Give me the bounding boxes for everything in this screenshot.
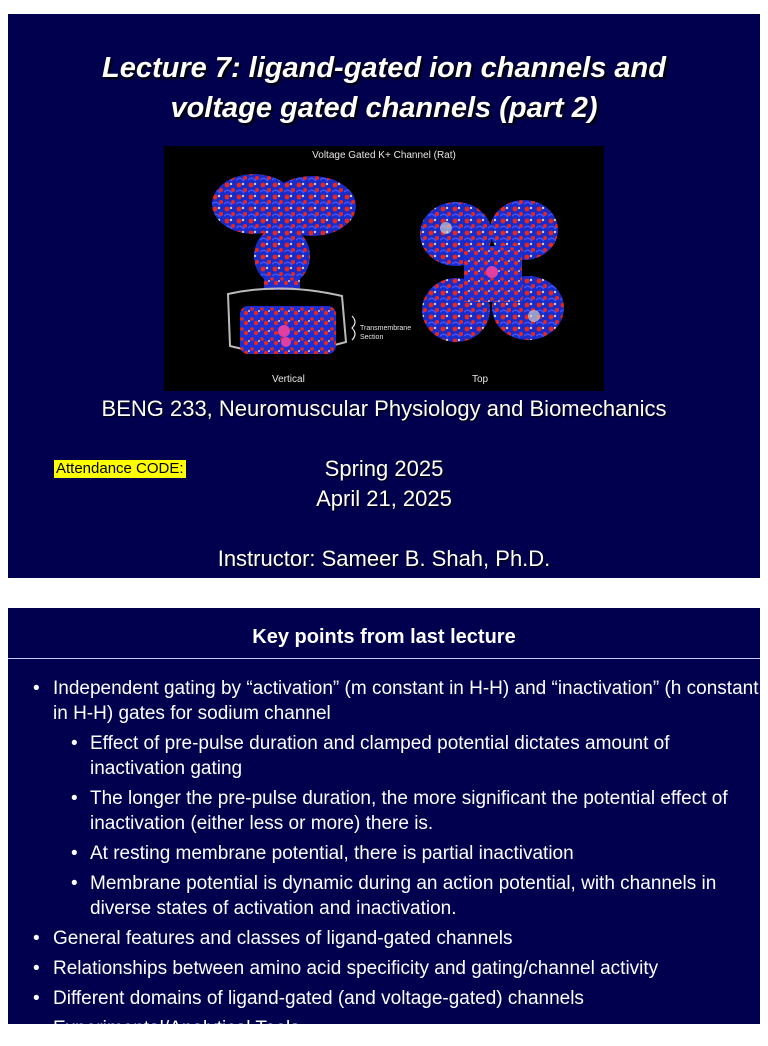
bullet-marker: •: [71, 733, 78, 754]
bullet-marker: •: [33, 678, 40, 699]
title-divider: [8, 658, 760, 659]
attendance-code-label: Attendance CODE:: [56, 460, 184, 477]
note-line-1: Transmembrane: [360, 325, 412, 332]
bullet-item: [8, 676, 760, 726]
note-line-2: Section: [360, 334, 384, 341]
bullet-text: Independent gating by “activation” (m constant in H-H) and “inactivation” (h constant in H-H) gates for sodium channel: [53, 678, 759, 724]
title-line-1: Lecture 7: ligand-gated ion channels and: [102, 52, 666, 84]
protein-structure-figure: [164, 146, 604, 391]
figure-caption: Voltage Gated K+ Channel (Rat): [312, 150, 456, 161]
bullet-marker: •: [33, 928, 40, 949]
bullet-text: Effect of pre-pulse duration and clamped potential dictates amount of inactivation gating: [90, 733, 670, 779]
lecture-date: April 21, 2025: [316, 486, 452, 511]
bullet-item: [8, 956, 760, 981]
bullet-list: [8, 676, 760, 1046]
bullet-text: Relationships between amino acid specificity and gating/channel activity: [53, 958, 659, 979]
sub-bullet-item: [8, 786, 760, 836]
term: Spring 2025: [324, 456, 444, 481]
top-view: [420, 200, 564, 342]
sub-bullet-item: [8, 731, 760, 781]
key-points-slide: [8, 608, 760, 1039]
vertical-label: Vertical: [272, 374, 305, 385]
bullet-item: [8, 926, 760, 951]
bullet-marker: •: [71, 843, 78, 864]
top-label: Top: [472, 374, 489, 385]
bullet-text: At resting membrane potential, there is partial inactivation: [90, 843, 574, 864]
bullet-marker: •: [71, 873, 78, 894]
sub-bullet-item: [8, 871, 760, 921]
vertical-view: [212, 174, 356, 354]
bullet-text: Experimental/Analytical Tools: [53, 1018, 300, 1039]
bullet-text: Different domains of ligand-gated (and voltage-gated) channels: [53, 988, 584, 1009]
bullet-marker: •: [71, 788, 78, 809]
bullet-item: [8, 986, 760, 1011]
bullet-text: The longer the pre-pulse duration, the more significant the potential effect of inactivation (either less or more) there is.: [90, 788, 728, 834]
bullet-item: [8, 1016, 760, 1041]
title-slide: [8, 14, 760, 578]
slide-title: Key points from last lecture: [252, 626, 516, 648]
protein-structure-image: [164, 146, 604, 391]
term-date: [228, 454, 540, 514]
instructor: Instructor: Sameer B. Shah, Ph.D.: [217, 546, 551, 571]
sub-bullet-item: [8, 841, 760, 866]
lecture-title: [8, 48, 760, 128]
course-name: BENG 233, Neuromuscular Physiology and Biomechanics: [101, 396, 667, 421]
title-line-2: voltage gated channels (part 2): [170, 92, 598, 124]
bullet-text: General features and classes of ligand-gated channels: [53, 928, 513, 949]
bullet-marker: •: [33, 1018, 40, 1039]
transmembrane-note: [360, 324, 411, 342]
bullet-marker: •: [33, 958, 40, 979]
bullet-marker: •: [33, 988, 40, 1009]
bullet-text: Membrane potential is dynamic during an action potential, with channels in diverse states of activation and inactivation.: [90, 873, 717, 919]
